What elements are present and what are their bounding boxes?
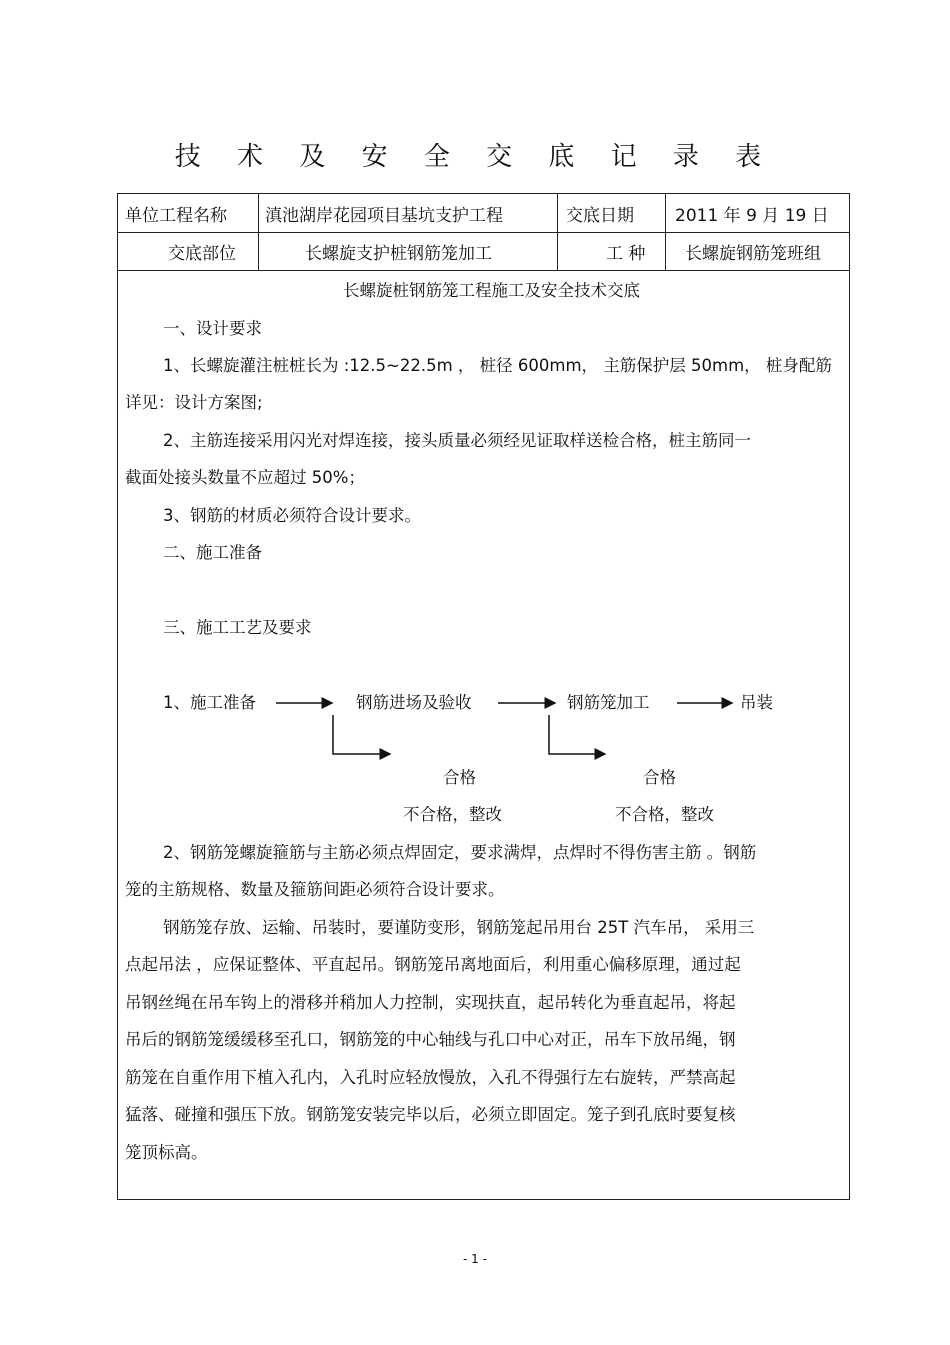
body-heading: 长螺旋桩钢筋笼工程施工及安全技术交底	[343, 281, 640, 300]
handover-date-label: 交底日期	[566, 206, 634, 226]
flow-step-processing: 钢筋笼加工	[567, 693, 650, 712]
handover-part-value: 长螺旋支护桩钢筋笼加工	[305, 244, 492, 264]
flow-fail-2: 不合格，整改	[615, 805, 714, 824]
paragraph-5e: 筋笼在自重作用下植入孔内，入孔时应轻放慢放，入孔不得强行左右旋转，严禁高起	[125, 1068, 736, 1087]
paragraph-1a: 1、长螺旋灌注桩桩长为 :12.5~22.5m ， 桩径 600mm， 主筋保护层 50mm， 桩身配筋	[163, 356, 832, 375]
paragraph-5g: 笼顶标高。	[125, 1143, 208, 1162]
paragraph-1b: 详见：设计方案图;	[125, 393, 263, 412]
document-title: 技 术 及 安 全 交 底 记 录 表	[174, 142, 776, 172]
unit-project-value: 滇池湖岸花园项目基坑支护工程	[265, 206, 503, 226]
paragraph-5b: 点起吊法 ，应保证整体、平直起吊。钢筋笼吊离地面后，利用重心偏移原理，通过起	[125, 955, 741, 974]
page-number: - 1 -	[463, 1252, 487, 1266]
paragraph-5a: 钢筋笼存放、运输、吊装时，要谨防变形，钢筋笼起吊用台 25T 汽车吊， 采用三	[163, 918, 755, 937]
paragraph-2a: 2、主筋连接采用闪光对焊连接，接头质量必须经见证取样送检合格，桩主筋同一	[163, 431, 751, 450]
section-construction-prep: 二、施工准备	[163, 543, 262, 562]
flow-fail-1: 不合格，整改	[403, 805, 502, 824]
section-process-requirements: 三、施工工艺及要求	[163, 618, 312, 637]
paragraph-5c: 吊钢丝绳在吊车钩上的滑移并稍加人力控制，实现扶直，起吊转化为垂直起吊，将起	[125, 993, 736, 1012]
arrow-branch-1	[333, 715, 390, 754]
handover-part-label: 交底部位	[168, 244, 236, 264]
trade-value: 长螺旋钢筋笼班组	[685, 244, 821, 264]
paragraph-5f: 猛落、碰撞和强压下放。钢筋笼安装完毕以后，必须立即固定。笼子到孔底时要复核	[125, 1105, 736, 1124]
trade-label: 工 种	[606, 244, 646, 264]
paragraph-4a: 2、钢筋笼螺旋箍筋与主筋必须点焊固定，要求满焊，点焊时不得伤害主筋 。钢筋	[163, 843, 757, 862]
flow-step-prep: 1、施工准备	[163, 693, 256, 712]
handover-date-value: 2011 年 9 月 19 日	[675, 206, 829, 226]
section-design-requirements: 一、设计要求	[163, 319, 262, 338]
flow-pass-2: 合格	[643, 768, 676, 787]
paragraph-3: 3、钢筋的材质必须符合设计要求。	[163, 506, 421, 525]
paragraph-5d: 吊后的钢筋笼缓缓移至孔口，钢筋笼的中心轴线与孔口中心对正，吊车下放吊绳，钢	[125, 1030, 736, 1049]
flow-step-inspection: 钢筋进场及验收	[356, 693, 472, 712]
flow-step-hoisting: 吊装	[740, 693, 773, 712]
flow-pass-1: 合格	[443, 768, 476, 787]
unit-project-label: 单位工程名称	[125, 206, 227, 226]
paragraph-4b: 笼的主筋规格、数量及箍筋间距必须符合设计要求。	[125, 880, 505, 899]
arrow-branch-2	[549, 715, 605, 754]
paragraph-2b: 截面处接头数量不应超过 50%；	[125, 468, 365, 487]
